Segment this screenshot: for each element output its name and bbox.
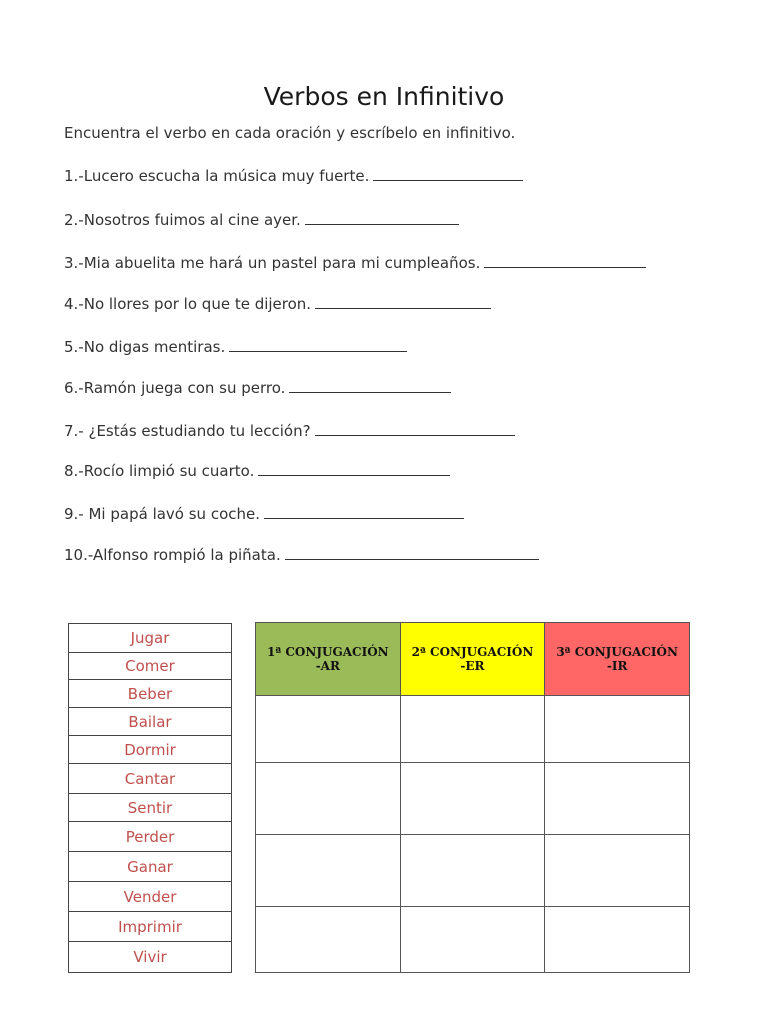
sentence-text: 8.-Rocío limpió su cuarto.: [64, 462, 255, 480]
verb-item: Cantar: [69, 764, 231, 794]
conjugation-ending: -AR: [315, 659, 340, 673]
sentence-text: 5.-No digas mentiras.: [64, 338, 226, 356]
conjugation-header-er: [400, 623, 545, 696]
conjugation-header-ir: [545, 623, 690, 696]
answer-blank[interactable]: [484, 255, 646, 268]
sentence-row: [64, 211, 459, 229]
conjugation-name: 1ª CONJUGACIÓN: [267, 645, 389, 659]
page-title: Verbos en Infinitivo: [263, 82, 505, 111]
conjugation-ending: -ER: [460, 659, 485, 673]
sentence-row: [64, 338, 407, 356]
verb-item: Vender: [69, 882, 231, 912]
sentence-row: [64, 167, 523, 185]
answer-cell[interactable]: [256, 763, 401, 835]
answer-cell[interactable]: [545, 763, 690, 835]
answer-cell[interactable]: [400, 696, 545, 763]
sentence-text: 4.-No llores por lo que te dijeron.: [64, 295, 312, 313]
instruction-text: Encuentra el verbo en cada oración y escríbelo en infinitivo.: [64, 124, 516, 142]
answer-blank[interactable]: [305, 212, 459, 225]
conjugation-name: 3ª CONJUGACIÓN: [556, 645, 678, 659]
answer-blank[interactable]: [315, 423, 515, 436]
answer-blank[interactable]: [373, 168, 523, 181]
sentence-row: [64, 462, 450, 480]
sentence-text: 2.-Nosotros fuimos al cine ayer.: [64, 211, 301, 229]
conjugation-name: 2ª CONJUGACIÓN: [411, 645, 534, 659]
answer-blank[interactable]: [315, 296, 491, 309]
answer-blank[interactable]: [285, 547, 539, 560]
answer-cell[interactable]: [256, 835, 401, 907]
verb-list: [68, 623, 232, 973]
sentence-row: [64, 379, 451, 397]
verb-item: Comer: [69, 653, 231, 680]
verb-item: Perder: [69, 822, 231, 852]
verb-item: Vivir: [133, 948, 167, 966]
conjugation-header-ar: [256, 623, 401, 696]
answer-cell[interactable]: [400, 835, 545, 907]
verb-item: Ganar: [69, 852, 231, 882]
sentence-row: [64, 422, 515, 440]
sentence-row: [64, 546, 539, 564]
sentence-row: [64, 295, 491, 313]
answer-cell[interactable]: [400, 907, 545, 973]
sentence-text: 3.-Mia abuelita me hará un pastel para mi cumpleaños.: [64, 254, 481, 272]
answer-blank[interactable]: [264, 506, 464, 519]
verb-item: Bailar: [69, 708, 231, 736]
sentence-text: 6.-Ramón juega con su perro.: [64, 379, 286, 397]
sentence-text: 10.-Alfonso rompió la piñata.: [64, 546, 281, 564]
verb-item: Dormir: [69, 736, 231, 764]
verb-item: Jugar: [69, 624, 231, 653]
answer-cell[interactable]: [256, 907, 401, 973]
sentence-row: [64, 505, 464, 523]
verb-item: Sentir: [69, 794, 231, 822]
sentence-text: 9.- Mi papá lavó su coche.: [64, 505, 261, 523]
sentence-row: [64, 254, 646, 272]
answer-cell[interactable]: [545, 696, 690, 763]
sentence-text: 7.- ¿Estás estudiando tu lección?: [64, 422, 311, 440]
answer-cell[interactable]: [545, 835, 690, 907]
answer-blank[interactable]: [229, 339, 407, 352]
answer-blank[interactable]: [258, 463, 450, 476]
conjugation-ending: -IR: [606, 659, 628, 673]
answer-blank[interactable]: [289, 380, 451, 393]
conjugation-table: [255, 622, 690, 973]
verb-item: Beber: [69, 680, 231, 708]
sentence-text: 1.-Lucero escucha la música muy fuerte.: [64, 167, 370, 185]
verb-item: Imprimir: [69, 912, 231, 942]
answer-cell[interactable]: [256, 696, 401, 763]
answer-cell[interactable]: [400, 763, 545, 835]
answer-cell[interactable]: [545, 907, 690, 973]
